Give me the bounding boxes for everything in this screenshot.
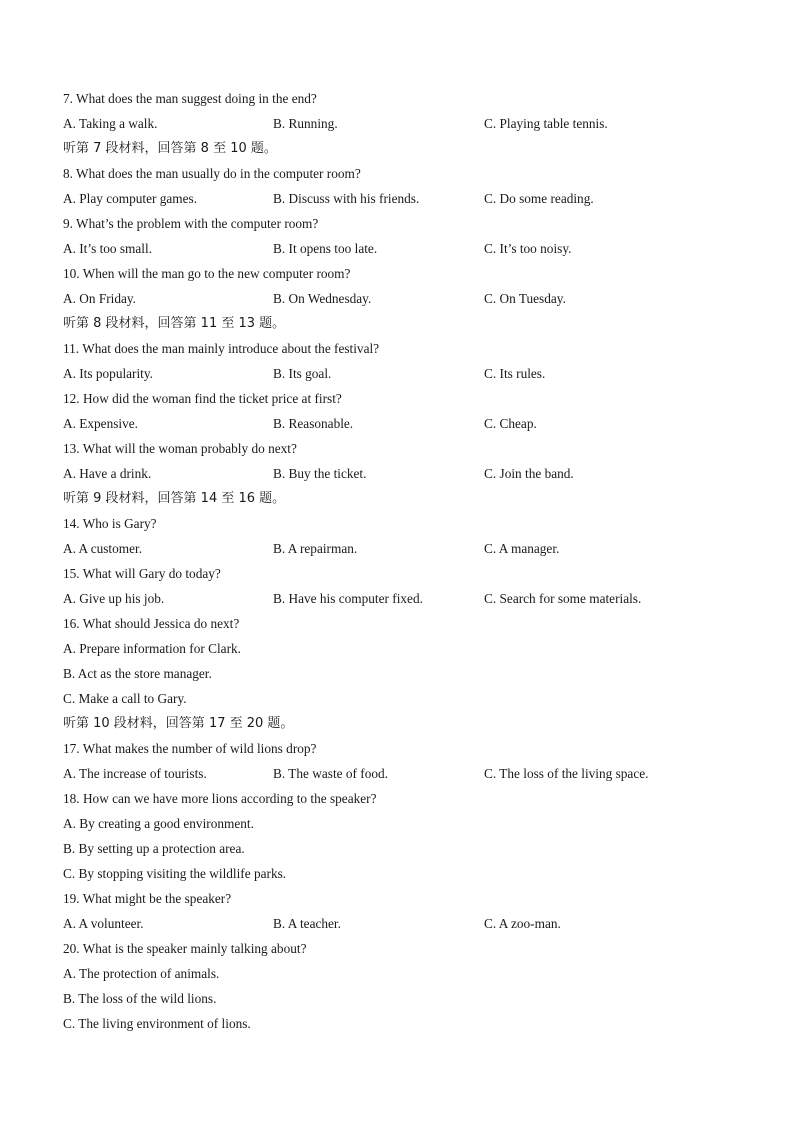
option-a: A. A volunteer. [63,916,144,931]
section-instruction: 听第 8 段材料，回答第 11 至 13 题。 [63,316,286,331]
answer-options-row [63,239,743,264]
question-line: 18. How can we have more lions according to the speaker? [63,791,377,806]
option-b: B. A teacher. [273,916,341,931]
question-line: 7. What does the man suggest doing in the end? [63,91,317,106]
question-line: B. By setting up a protection area. [63,841,245,856]
option-b: B. Have his computer fixed. [273,591,423,606]
question-line: A. Prepare information for Clark. [63,641,241,656]
question-line: 10. When will the man go to the new computer room? [63,266,351,281]
option-c: C. Cheap. [484,416,537,431]
option-b: B. Buy the ticket. [273,466,367,481]
document-body [63,89,743,1039]
option-b: B. Its goal. [273,366,332,381]
option-b: B. Running. [273,116,338,131]
answer-options-row [63,539,743,564]
option-c: C. Join the band. [484,466,574,481]
question-line: 19. What might be the speaker? [63,891,232,906]
option-a: A. Give up his job. [63,591,165,606]
option-c: C. Playing table tennis. [484,116,608,131]
option-a: A. The increase of tourists. [63,766,207,781]
question-line: 8. What does the man usually do in the computer room? [63,166,361,181]
option-a: A. On Friday. [63,291,137,306]
option-a: A. Expensive. [63,416,138,431]
option-c: C. Search for some materials. [484,591,642,606]
option-a: A. Play computer games. [63,191,198,206]
question-line: C. By stopping visiting the wildlife parks. [63,866,287,881]
section-instruction: 听第 10 段材料，回答第 17 至 20 题。 [63,716,294,731]
answer-options-row [63,364,743,389]
question-line: 14. Who is Gary? [63,516,157,531]
question-line: 12. How did the woman find the ticket price at first? [63,391,342,406]
question-line: C. Make a call to Gary. [63,691,187,706]
section-instruction: 听第 7 段材料，回答第 8 至 10 题。 [63,141,277,156]
option-c: C. Do some reading. [484,191,594,206]
answer-options-row [63,764,743,789]
question-line: 17. What makes the number of wild lions drop? [63,741,317,756]
answer-options-row [63,914,743,939]
option-b: B. The waste of food. [273,766,388,781]
option-a: A. A customer. [63,541,143,556]
section-instruction: 听第 9 段材料，回答第 14 至 16 题。 [63,491,286,506]
option-b: B. Reasonable. [273,416,354,431]
answer-options-row [63,114,743,139]
option-c: C. The loss of the living space. [484,766,649,781]
option-b: B. On Wednesday. [273,291,372,306]
answer-options-row [63,289,743,314]
option-b: B. Discuss with his friends. [273,191,420,206]
option-c: C. On Tuesday. [484,291,566,306]
option-c: C. A zoo-man. [484,916,561,931]
question-line: C. The living environment of lions. [63,1016,251,1031]
answer-options-row [63,589,743,614]
question-line: A. The protection of animals. [63,966,220,981]
question-line: 20. What is the speaker mainly talking about? [63,941,307,956]
option-c: C. Its rules. [484,366,546,381]
question-line: B. Act as the store manager. [63,666,212,681]
answer-options-row [63,189,743,214]
option-c: C. It’s too noisy. [484,241,572,256]
answer-options-row [63,414,743,439]
question-line: 9. What’s the problem with the computer room? [63,216,319,231]
question-line: 11. What does the man mainly introduce about the festival? [63,341,380,356]
option-b: B. A repairman. [273,541,358,556]
question-line: A. By creating a good environment. [63,816,254,831]
question-line: B. The loss of the wild lions. [63,991,217,1006]
option-a: A. Have a drink. [63,466,152,481]
question-line: 15. What will Gary do today? [63,566,221,581]
option-c: C. A manager. [484,541,560,556]
option-a: A. It’s too small. [63,241,153,256]
option-a: A. Taking a walk. [63,116,158,131]
option-b: B. It opens too late. [273,241,378,256]
question-line: 13. What will the woman probably do next? [63,441,297,456]
option-a: A. Its popularity. [63,366,153,381]
question-line: 16. What should Jessica do next? [63,616,240,631]
answer-options-row [63,464,743,489]
